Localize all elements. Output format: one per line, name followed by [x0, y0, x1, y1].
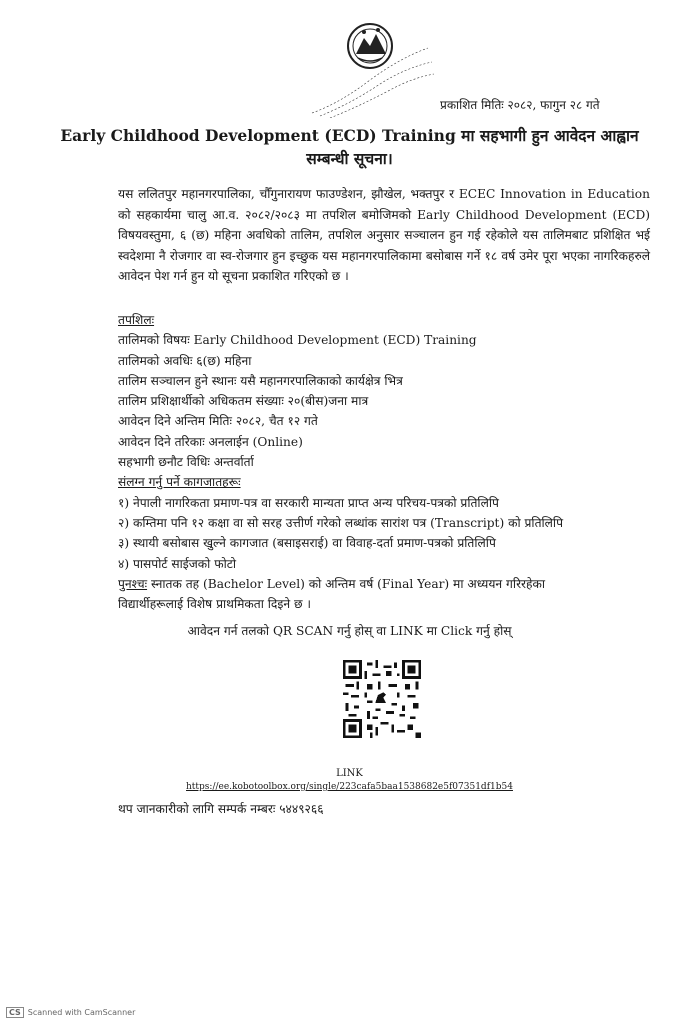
contact-number: थप जानकारीको लागि सम्पर्क नम्बरः ५४४९२६६ [118, 802, 324, 816]
note-line-2: विद्यार्थीहरूलाई विशेष प्राथमिकता दिइने छ । [118, 597, 312, 612]
detail-item: तालिम प्रशिक्षार्थीको अधिकतम संख्याः २०(बीस)जना मात्र [118, 394, 369, 409]
detail-item: तालिमको विषयः Early Childhood Development (ECD) Training [118, 333, 477, 348]
detail-item: तालिम सञ्चालन हुने स्थानः यसै महानगरपालिकाको कार्यक्षेत्र भित्र [118, 373, 403, 388]
qr-code-icon [343, 660, 421, 738]
application-link[interactable]: https://ee.kobotoolbox.org/single/223cafa5baa1538682e5f07351df1b54 [186, 782, 513, 792]
qr-instruction: आवेदन गर्न तलको QR SCAN गर्नु होस् वा LINK मा Click गर्नु होस् [187, 624, 512, 638]
document-item: ३) स्थायी बसोबास खुल्ने कागजात (बसाइसराई) वा विवाह-दर्ता प्रमाण-पत्रको प्रतिलिपि [118, 536, 496, 551]
published-date: प्रकाशित मितिः २०८२, फागुन २८ गते [440, 98, 600, 112]
document-item: ४) पासपोर्ट साईजको फोटो [118, 556, 237, 571]
note-line-1 [118, 574, 658, 594]
watermark-text: Scanned with CamScanner [27, 1008, 136, 1017]
seal-emblem-icon [300, 18, 440, 118]
document-item: २) कम्तिमा पनि १२ कक्षा वा सो सरह उत्तीर्ण गरेको लब्धांक सारांश पत्र (Transcript) को प्रतिलिपि [118, 515, 564, 530]
qr-code[interactable] [343, 660, 421, 738]
municipality-seal [300, 18, 440, 118]
details-heading: तपशिलः [118, 313, 155, 327]
documents-heading: संलग्न गर्नु पर्ने कागजातहरूः [118, 475, 241, 490]
detail-item: आवेदन दिने तरिकाः अनलाईन (Online) [118, 434, 303, 449]
note-text: स्नातक तह (Bachelor Level) को अन्तिम वर्ष (Final Year) मा अध्ययन गरिरहेका [147, 576, 546, 591]
link-label: LINK [336, 768, 363, 779]
title-line-2: सम्बन्धी सूचना। [306, 149, 393, 168]
scanner-watermark [6, 1007, 135, 1018]
camscanner-logo-icon: CS [6, 1007, 24, 1018]
document-item: १) नेपाली नागरिकता प्रमाण-पत्र वा सरकारी मान्यता प्राप्त अन्य परिचय-पत्रको प्रतिलिपि [118, 495, 499, 510]
detail-item: आवेदन दिने अन्तिम मितिः २०८२, चैत १२ गते [118, 414, 318, 429]
intro-paragraph: यस ललितपुर महानगरपालिका, चौँगुनारायण फाउण्डेशन, झौखेल, भक्तपुर र ECEC Innovation in Education को सहकार्यमा चालु आ.व. २०८२/२०८३ मा तपशिल बमोजिमको Early Childhood Development (ECD) विषयवस्तुमा, ६ (छ) महिना अवधिको तालिम, तपशिल अनुसार सञ्चालन हुन गई रहेकोले यस तालिमबाट प्रशिक्षित भई स्वदेशमा नै रोजगार वा स्व-रोजगार हुन इच्छुक यस महानगरपालिकामा बसोबास गर्ने १८ वर्ष उमेर पूरा भएका नागरिकहरुले आवेदन पेश गर्न हुन यो सूचना प्रकाशित गरिएको छ । [118, 187, 650, 284]
note-label: पुनश्चः [118, 576, 148, 591]
detail-item: तालिमको अवधिः ६(छ) महिना [118, 353, 252, 368]
title-line-1: Early Childhood Development (ECD) Training मा सहभागी हुन आवेदन आह्वान [60, 126, 639, 145]
detail-item: सहभागी छनौट विधिः अन्तर्वार्ता [118, 455, 254, 470]
notice-title [60, 124, 639, 170]
details-section [118, 310, 658, 614]
